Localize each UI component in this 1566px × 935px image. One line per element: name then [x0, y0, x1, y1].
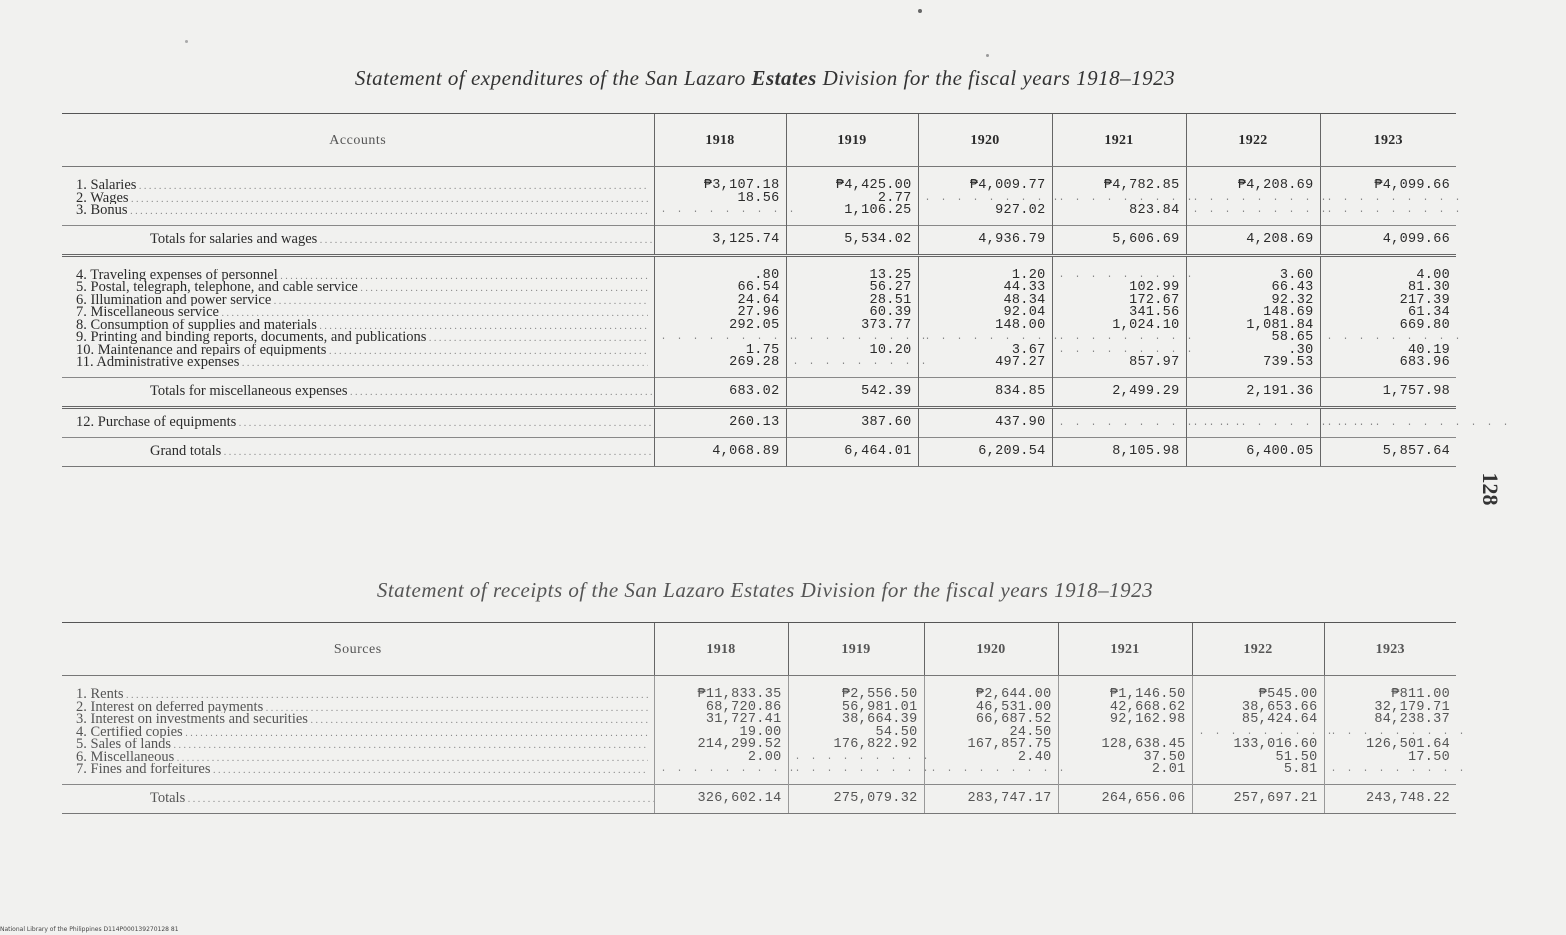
- receipts-total-value: 243,748.22: [1324, 784, 1456, 813]
- year-values: ₱4,208.69 . . . . . . . . . . . . . . . . . .: [1186, 167, 1320, 226]
- year-header: 1921: [1058, 623, 1192, 676]
- receipts-total-row: [62, 784, 1456, 813]
- purchase-value: . . . . . . . . . . . .: [1052, 407, 1186, 437]
- source-label: 5. Sales of lands . . .: [76, 738, 648, 751]
- expenditures-table: [62, 113, 1511, 467]
- year-values: ₱2,644.00 46,531.00 66,687.52 24.50 167,857.75 2.40 . . . . . . . . .: [924, 676, 1058, 785]
- year-values: ₱4,009.77 . . . . . . . . . 927.02: [918, 167, 1052, 226]
- year-header: 1918: [654, 114, 786, 167]
- account-labels: [62, 255, 654, 377]
- account-label: 2. Wages . . .: [76, 192, 648, 205]
- salaries-total-row: [62, 225, 1456, 255]
- year-header: 1922: [1186, 114, 1320, 167]
- source-labels: [62, 676, 654, 785]
- purchase-value: . . . . . . . . . . . .: [1186, 407, 1320, 437]
- purchase-value: 387.60: [786, 407, 918, 437]
- grand-total-row: [62, 437, 1456, 466]
- receipts-total-value: 257,697.21: [1192, 784, 1324, 813]
- year-values: . . . . . . . . . 102.99 172.67 341.56 1,024.10 . . . . . . . . . . . . . . . . . . 857.97: [1052, 255, 1186, 377]
- year-header: 1923: [1324, 623, 1456, 676]
- account-label: 7. Miscellaneous service . . .: [76, 306, 648, 319]
- total-value: 5,606.69: [1052, 225, 1186, 255]
- grand-total-value: 5,857.64: [1320, 437, 1456, 466]
- purchase-value: . . . . . . . . . . . .: [1320, 407, 1456, 437]
- accounts-header: Accounts: [62, 114, 654, 167]
- total-value: 4,936.79: [918, 225, 1052, 255]
- total-value: 4,208.69: [1186, 225, 1320, 255]
- total-value: 3,125.74: [654, 225, 786, 255]
- purchase-value: 260.13: [654, 407, 786, 437]
- source-label: 3. Interest on investments and securities . . .: [76, 713, 648, 726]
- purchase-row: [62, 407, 1456, 437]
- expenditures-header-row: [62, 114, 1456, 167]
- total-label: Totals for salaries and wages . . .: [62, 225, 654, 255]
- dust-speck: [918, 9, 922, 13]
- grand-total-value: 4,068.89: [654, 437, 786, 466]
- page-number: 128: [1478, 472, 1503, 506]
- receipts-total-value: 326,602.14: [654, 784, 788, 813]
- account-label: 9. Printing and binding reports, documents, and publications . . .: [76, 331, 648, 344]
- year-header: 1918: [654, 623, 788, 676]
- source-label: 1. Rents . . .: [76, 688, 648, 701]
- account-label: 10. Maintenance and repairs of equipments . . .: [76, 344, 648, 357]
- total-value: 5,534.02: [786, 225, 918, 255]
- dust-speck: [986, 54, 989, 57]
- account-label: 11. Administrative expenses . . .: [76, 356, 648, 369]
- year-header: 1919: [788, 623, 924, 676]
- expenditures-title: Statement of expenditures of the San Lazaro Estates Division for the fiscal years 1918–1923: [354, 66, 1176, 90]
- grand-total-value: 6,400.05: [1186, 437, 1320, 466]
- total-value: 542.39: [786, 377, 918, 407]
- year-header: 1919: [786, 114, 918, 167]
- receipts-total-label: Totals . . .: [62, 784, 654, 813]
- receipts-table: [62, 622, 1467, 814]
- account-label: 4. Traveling expenses of personnel . . .: [76, 269, 648, 282]
- year-header: 1923: [1320, 114, 1456, 167]
- account-label: 5. Postal, telegraph, telephone, and cable service . . .: [76, 281, 648, 294]
- source-label: 6. Miscellaneous . . .: [76, 751, 648, 764]
- year-values: 4.00 81.30 217.39 61.34 669.80 . . . . . . . . . 40.19 683.96: [1320, 255, 1456, 377]
- account-label: 6. Illumination and power service . . .: [76, 294, 648, 307]
- total-value: 4,099.66: [1320, 225, 1456, 255]
- account-label: 3. Bonus . . .: [76, 204, 648, 217]
- grand-total-value: 8,105.98: [1052, 437, 1186, 466]
- receipts-group-row: [62, 676, 1456, 785]
- misc-group-row: [62, 255, 1456, 377]
- year-values: ₱811.00 32,179.71 84,238.37 . . . . . . . . . 126,501.64 17.50 . . . . . . . . .: [1324, 676, 1456, 785]
- year-header: 1920: [918, 114, 1052, 167]
- grand-total-value: 6,209.54: [918, 437, 1052, 466]
- year-values: ₱545.00 38,653.66 85,424.64 . . . . . . . . . 133,016.60 51.50 5.81: [1192, 676, 1324, 785]
- receipts-total-value: 275,079.32: [788, 784, 924, 813]
- total-value: 683.02: [654, 377, 786, 407]
- account-label: 1. Salaries . . .: [76, 179, 648, 192]
- grand-total-label: Grand totals . . .: [62, 437, 654, 466]
- year-header: 1921: [1052, 114, 1186, 167]
- grand-total-value: 6,464.01: [786, 437, 918, 466]
- source-label: 7. Fines and forfeitures . . .: [76, 763, 648, 776]
- year-values: 1.20 44.33 48.34 92.04 148.00 . . . . . . . . . 3.67 497.27: [918, 255, 1052, 377]
- receipts-total-value: 283,747.17: [924, 784, 1058, 813]
- salaries-group-row: [62, 167, 1456, 226]
- source-label: 4. Certified copies . . .: [76, 726, 648, 739]
- total-value: 1,757.98: [1320, 377, 1456, 407]
- misc-total-row: [62, 377, 1456, 407]
- purchase-label: 12. Purchase of equipments . . .: [62, 407, 654, 437]
- year-values: ₱4,782.85 . . . . . . . . . 823.84: [1052, 167, 1186, 226]
- account-label: 8. Consumption of supplies and materials . . .: [76, 319, 648, 332]
- total-value: 834.85: [918, 377, 1052, 407]
- year-values: ₱3,107.18 18.56 . . . . . . . . .: [654, 167, 786, 226]
- receipts-title: Statement of receipts of the San Lazaro Estates Division for the fiscal years 1918–1923: [376, 578, 1154, 602]
- year-values: ₱4,099.66 . . . . . . . . . . . . . . . . . .: [1320, 167, 1456, 226]
- year-header: 1922: [1192, 623, 1324, 676]
- total-label: Totals for miscellaneous expenses . . .: [62, 377, 654, 407]
- year-values: ₱2,556.50 56,981.01 38,664.39 54.50 176,822.92 . . . . . . . . . . . . . . . . . .: [788, 676, 924, 785]
- dust-speck: [185, 40, 188, 43]
- year-values: 13.25 56.27 28.51 60.39 373.77 . . . . . . . . . 10.20 . . . . . . . . .: [786, 255, 918, 377]
- sources-header: Sources: [62, 623, 654, 676]
- year-values: ₱1,146.50 42,668.62 92,162.98 128,638.45 37.50 2.01: [1058, 676, 1192, 785]
- purchase-value: 437.90: [918, 407, 1052, 437]
- year-values: .80 66.54 24.64 27.96 292.05 . . . . . . . . . 1.75 269.28: [654, 255, 786, 377]
- source-label: 2. Interest on deferred payments . . .: [76, 701, 648, 714]
- year-values: ₱11,833.35 68,720.86 31,727.41 19.00 214,299.52 2.00 . . . . . . . . .: [654, 676, 788, 785]
- total-value: 2,191.36: [1186, 377, 1320, 407]
- total-value: 2,499.29: [1052, 377, 1186, 407]
- year-values: ₱4,425.00 2.77 1,106.25: [786, 167, 918, 226]
- scan-footer: National Library of the Philippines D114P000139270128 81: [0, 926, 179, 933]
- account-labels: [62, 167, 654, 226]
- year-values: 3.60 66.43 92.32 148.69 1,081.84 58.65 .30 739.53: [1186, 255, 1320, 377]
- receipts-total-value: 264,656.06: [1058, 784, 1192, 813]
- year-header: 1920: [924, 623, 1058, 676]
- receipts-header-row: [62, 623, 1456, 676]
